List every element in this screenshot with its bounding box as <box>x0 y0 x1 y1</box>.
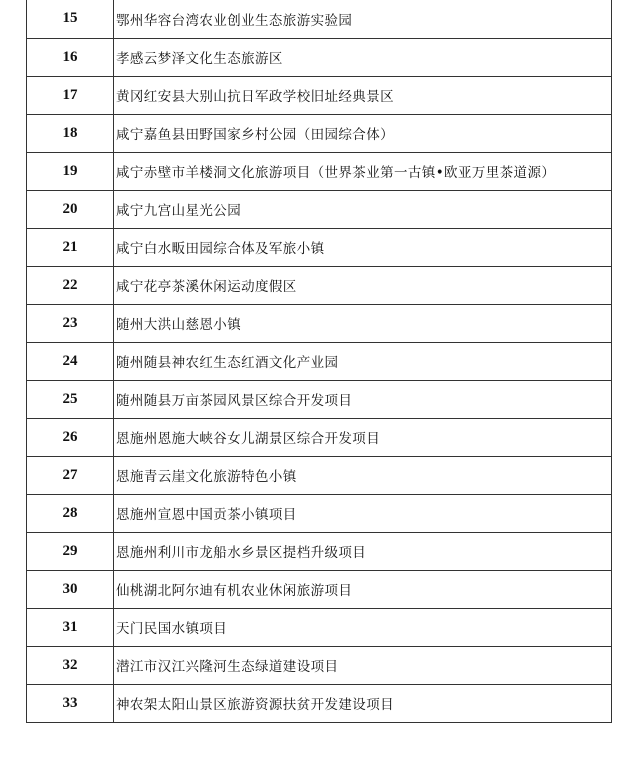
project-name: 恩施州宣恩中国贡茶小镇项目 <box>114 494 612 532</box>
row-number: 33 <box>27 684 114 722</box>
table-row <box>27 38 612 76</box>
table-row <box>27 304 612 342</box>
row-number: 25 <box>27 380 114 418</box>
project-name: 随州随县神农红生态红酒文化产业园 <box>114 342 612 380</box>
row-number: 21 <box>27 228 114 266</box>
table-row <box>27 646 612 684</box>
table-row <box>27 114 612 152</box>
table-row <box>27 456 612 494</box>
project-name: 恩施青云崖文化旅游特色小镇 <box>114 456 612 494</box>
row-number: 17 <box>27 76 114 114</box>
table-row <box>27 532 612 570</box>
table-row <box>27 190 612 228</box>
table-row <box>27 0 612 38</box>
table-row <box>27 380 612 418</box>
project-name: 随州大洪山慈恩小镇 <box>114 304 612 342</box>
table-row <box>27 266 612 304</box>
table-row <box>27 228 612 266</box>
row-number: 32 <box>27 646 114 684</box>
row-number: 27 <box>27 456 114 494</box>
row-number: 29 <box>27 532 114 570</box>
project-name: 恩施州恩施大峡谷女儿湖景区综合开发项目 <box>114 418 612 456</box>
project-name: 天门民国水镇项目 <box>114 608 612 646</box>
row-number: 24 <box>27 342 114 380</box>
table-row <box>27 342 612 380</box>
row-number: 20 <box>27 190 114 228</box>
row-number: 23 <box>27 304 114 342</box>
project-table <box>26 0 612 723</box>
project-name: 咸宁白水畈田园综合体及军旅小镇 <box>114 228 612 266</box>
project-table-body <box>27 0 612 722</box>
project-name: 咸宁赤壁市羊楼洞文化旅游项目（世界茶业第一古镇•欧亚万里茶道源） <box>114 152 612 190</box>
project-name: 鄂州华容台湾农业创业生态旅游实验园 <box>114 0 612 38</box>
project-name: 黄冈红安县大别山抗日军政学校旧址经典景区 <box>114 76 612 114</box>
project-name: 随州随县万亩茶园风景区综合开发项目 <box>114 380 612 418</box>
project-name: 神农架太阳山景区旅游资源扶贫开发建设项目 <box>114 684 612 722</box>
table-row <box>27 494 612 532</box>
project-name: 恩施州利川市龙船水乡景区提档升级项目 <box>114 532 612 570</box>
project-name: 潜江市汉江兴隆河生态绿道建设项目 <box>114 646 612 684</box>
row-number: 16 <box>27 38 114 76</box>
row-number: 31 <box>27 608 114 646</box>
row-number: 26 <box>27 418 114 456</box>
project-name: 仙桃湖北阿尔迪有机农业休闲旅游项目 <box>114 570 612 608</box>
table-row <box>27 418 612 456</box>
row-number: 19 <box>27 152 114 190</box>
table-row <box>27 570 612 608</box>
row-number: 28 <box>27 494 114 532</box>
table-row <box>27 152 612 190</box>
table-row <box>27 608 612 646</box>
project-name: 咸宁花亭茶溪休闲运动度假区 <box>114 266 612 304</box>
row-number: 18 <box>27 114 114 152</box>
row-number: 15 <box>27 0 114 38</box>
table-row <box>27 684 612 722</box>
project-name: 咸宁嘉鱼县田野国家乡村公园（田园综合体） <box>114 114 612 152</box>
row-number: 30 <box>27 570 114 608</box>
project-name: 咸宁九宫山星光公园 <box>114 190 612 228</box>
table-row <box>27 76 612 114</box>
project-name: 孝感云梦泽文化生态旅游区 <box>114 38 612 76</box>
row-number: 22 <box>27 266 114 304</box>
